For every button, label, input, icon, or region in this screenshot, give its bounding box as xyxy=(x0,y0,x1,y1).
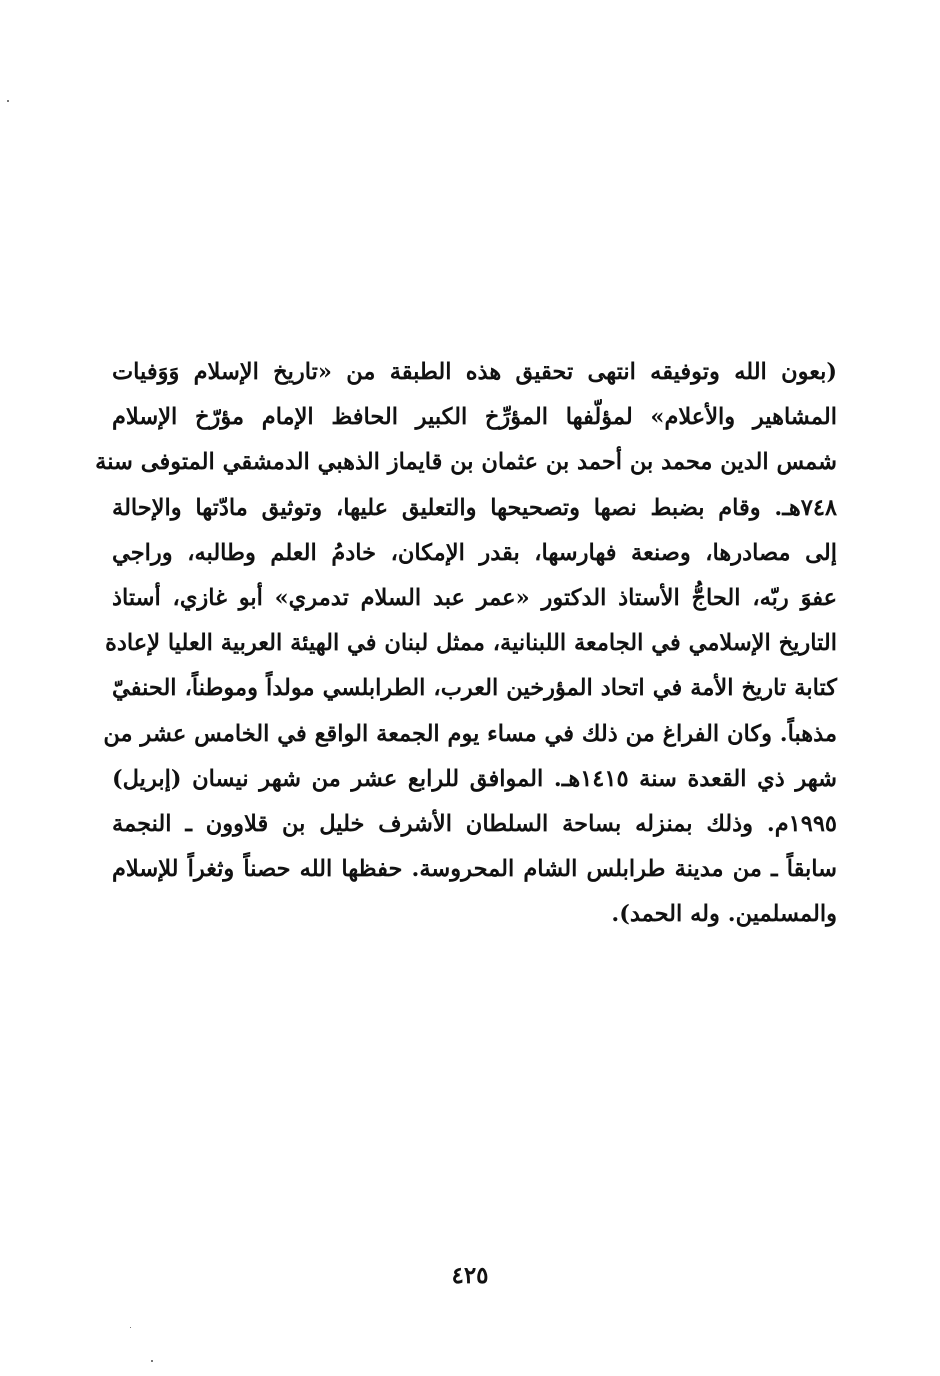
scan-speck xyxy=(7,100,9,102)
colophon-paragraph xyxy=(95,350,837,937)
page-number: ٤٢٥ xyxy=(451,1262,489,1289)
paragraph-line: كتابة تاريخ الأمة في اتحاد المؤرخين العرب، الطرابلسي مولداً وموطناً، الحنفيّ xyxy=(112,675,837,702)
paragraph-line: إلى مصادرها، وصنعة فهارسها، بقدر الإمكان، خادمُ العلم وطالبه، وراجي xyxy=(112,539,837,566)
paragraph-line: التاريخ الإسلامي في الجامعة اللبنانية، ممثل لبنان في الهيئة العربية العليا لإعادة xyxy=(105,630,837,657)
scan-speck xyxy=(130,1327,131,1328)
paragraph-line: شهر ذي القعدة سنة ١٤١٥هـ. الموافق للرابع عشر من شهر نيسان (إبريل) xyxy=(112,765,837,792)
paragraph-line: ٧٤٨هـ. وقام بضبط نصها وتصحيحها والتعليق عليها، وتوثيق مادّتها والإحالة xyxy=(112,494,837,521)
paragraph-line: شمس الدين محمد بن أحمد بن عثمان بن قايماز الذهبي الدمشقي المتوفى سنة xyxy=(95,449,837,476)
paragraph-line: سابقاً ـ من مدينة طرابلس الشام المحروسة. حفظها الله حصناً وثغراً للإسلام xyxy=(112,856,837,883)
paragraph-line: مذهباً. وكان الفراغ من ذلك في مساء يوم الجمعة الواقع في الخامس عشر من xyxy=(103,720,837,747)
paragraph-line: (بعون الله وتوفيقه انتهى تحقيق هذه الطبقة من «تاريخ الإسلام وَوَفيات xyxy=(112,359,837,385)
paragraph-line: ١٩٩٥م. وذلك بمنزله بساحة السلطان الأشرف خليل بن قلاوون ـ النجمة xyxy=(112,810,837,837)
paragraph-line: المشاهير والأعلام» لمؤلّفها المؤرِّخ الكبير الحافظ الإمام مؤرّخ الإسلام xyxy=(112,404,837,431)
paragraph-line: والمسلمين. وله الحمد). xyxy=(611,901,837,928)
paragraph-line: عفوَ ربّه، الحاجُّ الأستاذ الدكتور «عمر عبد السلام تدمري» أبو غازي، أستاذ xyxy=(112,584,837,611)
scan-speck xyxy=(151,1360,153,1362)
